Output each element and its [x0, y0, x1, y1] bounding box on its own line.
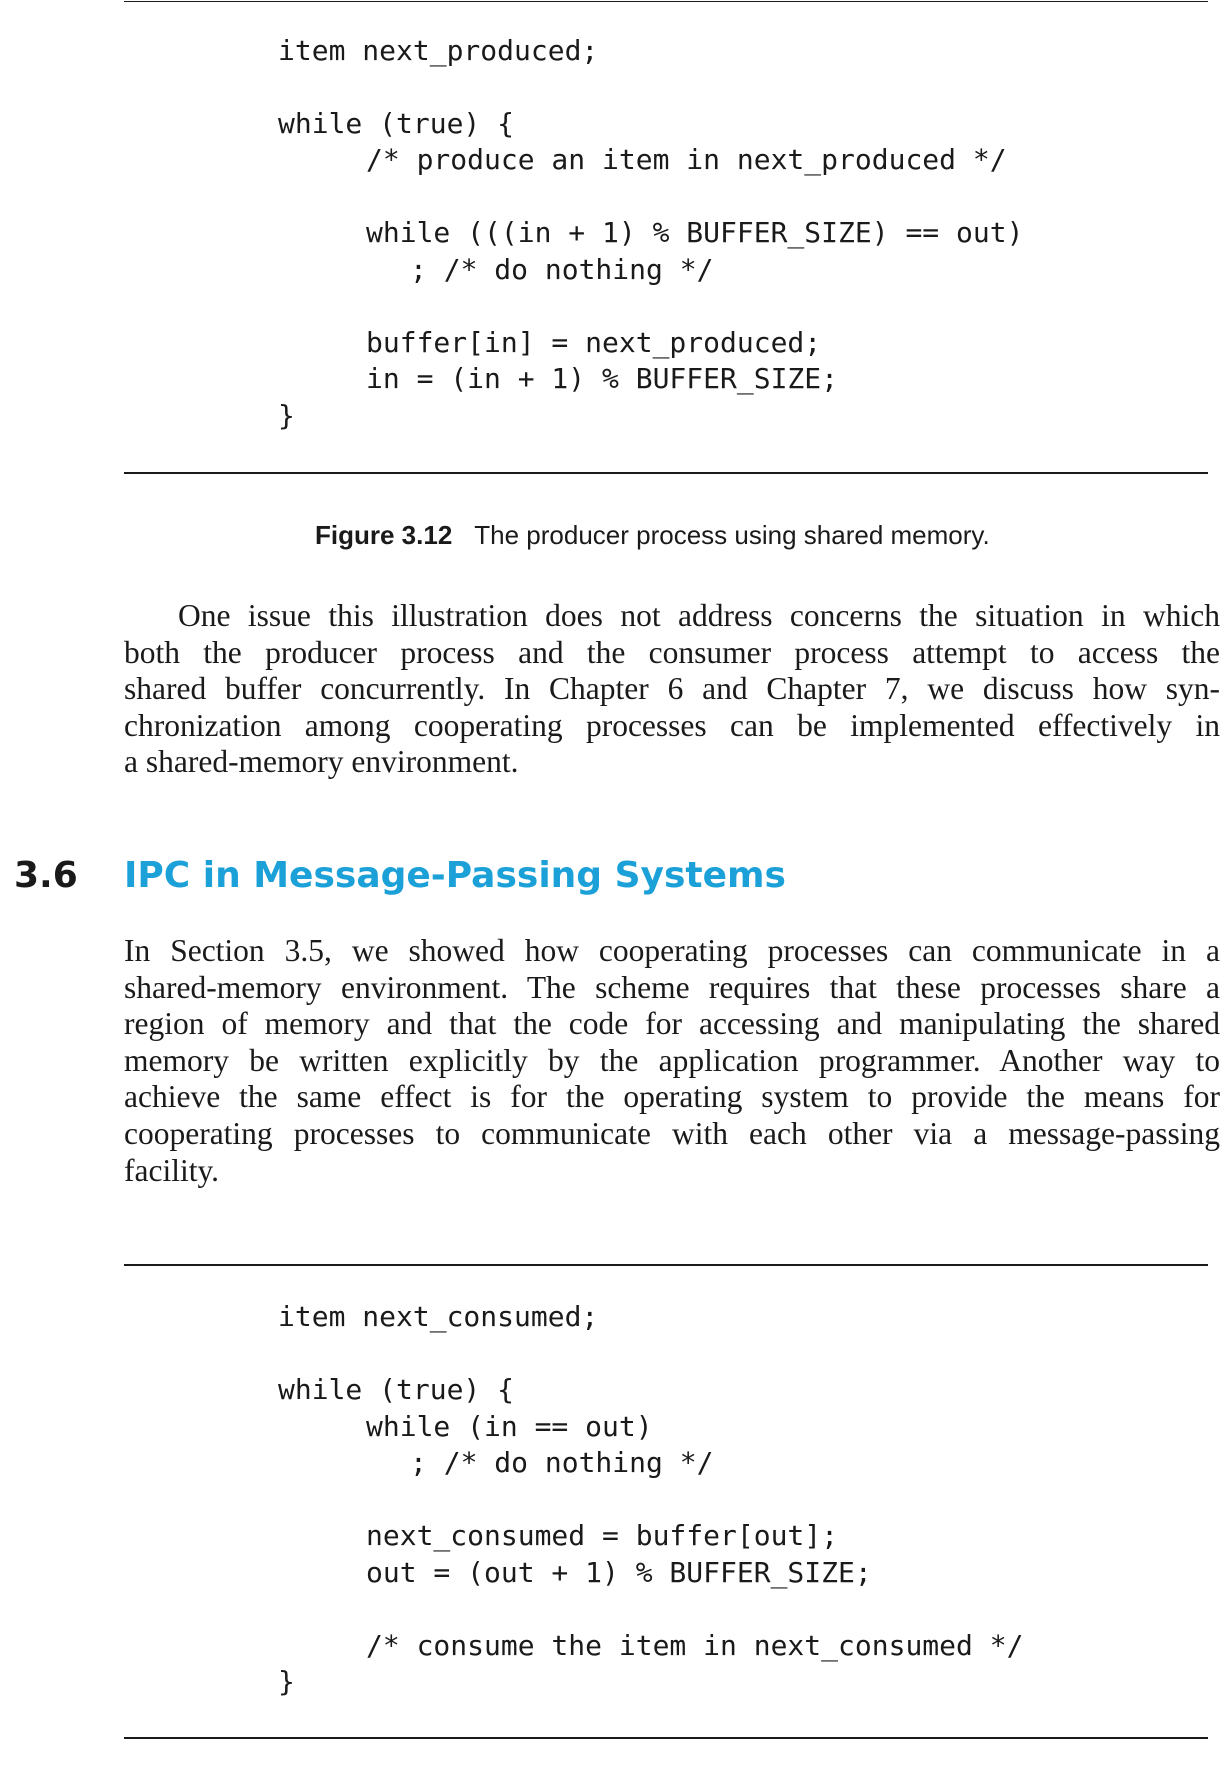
figure-bottom-rule — [124, 472, 1208, 474]
paragraph-line: facility. — [124, 1152, 220, 1188]
section-title: IPC in Message-Passing Systems — [124, 855, 786, 896]
paragraph-line: shared-memory environment. The scheme requires that these processes share a — [124, 969, 1220, 1005]
figure-bottom-rule — [124, 1737, 1208, 1739]
figure-label: Figure 3.12 — [315, 520, 453, 550]
paragraph-line: shared buffer concurrently. In Chapter 6 and Chapter 7, we discuss how syn- — [124, 671, 1220, 707]
paragraph-line: One issue this illustration does not address concerns the situation in which — [178, 598, 1220, 633]
code-line: while (((in + 1) % BUFFER_SIZE) == out) — [366, 216, 1024, 249]
code-line: while (true) { — [278, 1373, 515, 1406]
code-line: ; /* do nothing */ — [410, 253, 714, 286]
code-line: item next_consumed; — [278, 1300, 599, 1333]
paragraph-line: memory be written explicitly by the application programmer. Another way to — [124, 1042, 1220, 1078]
code-line: } — [278, 1665, 295, 1698]
body-paragraph — [124, 598, 1220, 781]
paragraph-line: both the producer process and the consumer process attempt to access the — [124, 634, 1220, 670]
code-line: out = (out + 1) % BUFFER_SIZE; — [366, 1556, 872, 1589]
paragraph-line: a shared-memory environment. — [124, 744, 519, 780]
code-line: } — [278, 399, 295, 432]
code-line: while (in == out) — [366, 1410, 653, 1443]
code-line: ; /* do nothing */ — [410, 1446, 714, 1479]
code-line: while (true) { — [278, 107, 515, 140]
code-line: next_consumed = buffer[out]; — [366, 1519, 839, 1552]
figure-top-rule — [124, 1264, 1208, 1266]
body-paragraph — [124, 933, 1220, 1189]
code-line: /* produce an item in next_produced */ — [366, 143, 1007, 176]
code-line: in = (in + 1) % BUFFER_SIZE; — [366, 362, 839, 395]
section-number: 3.6 — [14, 855, 78, 896]
paragraph-line: region of memory and that the code for accessing and manipulating the shared — [124, 1006, 1220, 1042]
code-line: /* consume the item in next_consumed */ — [366, 1629, 1024, 1662]
paragraph-line: In Section 3.5, we showed how cooperating processes can communicate in a — [124, 933, 1220, 968]
paragraph-line: chronization among cooperating processes can be implemented effectively in — [124, 707, 1220, 743]
figure-top-rule — [124, 1, 1208, 2]
code-line: item next_produced; — [278, 34, 599, 67]
paragraph-line: achieve the same effect is for the operating system to provide the means for — [124, 1079, 1220, 1115]
code-line: buffer[in] = next_produced; — [366, 326, 822, 359]
figure-caption-text: The producer process using shared memory. — [474, 520, 990, 550]
paragraph-line: cooperating processes to communicate with each other via a message-passing — [124, 1115, 1220, 1151]
figure-caption — [315, 520, 990, 551]
